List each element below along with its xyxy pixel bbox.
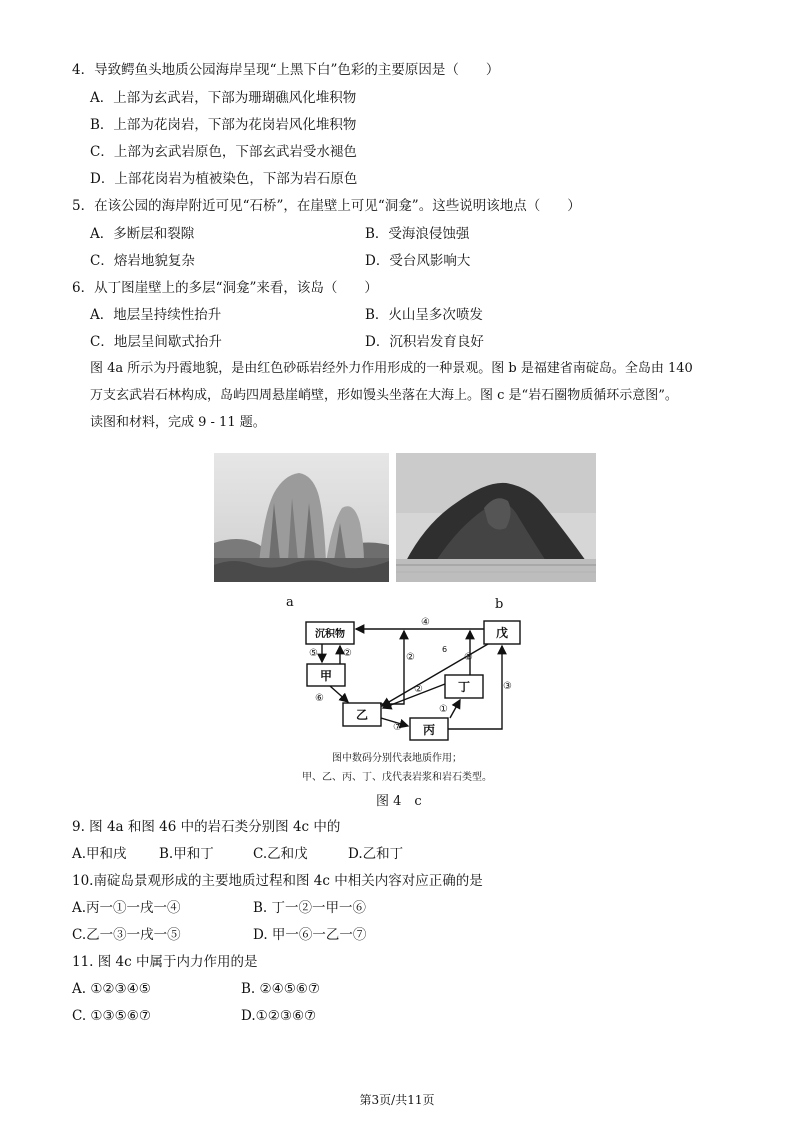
label-2-yi: ② [406, 652, 415, 663]
arrow-2-yi [380, 631, 404, 704]
material-line-3: 读图和材料，完成 9 - 11 题。 [90, 415, 266, 430]
label-6: ⑥ [315, 693, 324, 704]
label-six: 6 [442, 645, 448, 654]
arrow-6 [330, 686, 348, 702]
q6-stem: 6．从丁图崖壁上的多层“洞龛”来看，该岛（ ） [72, 280, 378, 296]
rock-cycle-diagram [300, 612, 530, 744]
q6-option-c: C．地层呈间歇式抬升 [90, 334, 222, 350]
node-sediment: 沉积物 [315, 629, 345, 640]
q9-option-a: A.甲和戌 [72, 846, 127, 862]
label-2-right: ② [464, 652, 473, 663]
node-wu: 戊 [495, 626, 509, 640]
photo-a-danxia-landform [214, 453, 389, 582]
label-1: ① [439, 704, 448, 715]
q11-option-d: D.①②③⑥⑦ [241, 1008, 317, 1024]
photo-b-nanding-island [396, 453, 596, 582]
q9-stem: 9. 图 4a 和图 46 中的岩石类分别图 4c 中的 [72, 819, 341, 835]
q5-option-c: C．熔岩地貌复杂 [90, 253, 195, 269]
q11-stem: 11. 图 4c 中属于内力作用的是 [72, 954, 258, 970]
q9-option-d: D.乙和丁 [348, 846, 404, 862]
arrow-1 [450, 700, 460, 718]
q9-option-b: B.甲和丁 [159, 846, 214, 862]
q5-option-a: A．多断层和裂隙 [90, 226, 195, 242]
node-bing: 丙 [422, 723, 436, 737]
q4-stem: 4．导致鳄鱼头地质公园海岸呈现“上黑下白”色彩的主要原因是（ ） [72, 62, 500, 78]
photo-a-label: a [286, 595, 294, 610]
photo-b-label: b [495, 597, 504, 612]
material-line-1: 图 4a 所示为丹霞地貌，是由红色砂砾岩经外力作用形成的一种景观。图 b 是福建省南碇岛。全岛由 140 [90, 361, 693, 376]
material-line-2: 万支玄武岩石林构成，岛屿四周悬崖峭壁，形如馒头坐落在大海上。图 c 是“岩石圈物质循环示意图”。 [90, 388, 678, 403]
label-7: ⑦ [393, 722, 402, 733]
q4-option-c: C．上部为玄武岩原色，下部玄武岩受水褪色 [90, 144, 357, 160]
node-yi: 乙 [355, 708, 369, 722]
material-paragraph [90, 355, 730, 436]
q10-option-b: B. 丁一②一甲一⑥ [253, 900, 367, 916]
node-jia: 甲 [319, 669, 333, 683]
q4-option-d: D．上部花岗岩为植被染色，下部为岩石原色 [90, 171, 358, 187]
diagram-note-2: 甲、乙、丙、丁、戊代表岩浆和岩石类型。 [302, 772, 492, 783]
q10-option-a: A.丙一①一戌一④ [72, 900, 181, 916]
q4-option-a: A．上部为玄武岩，下部为珊瑚礁风化堆积物 [90, 90, 357, 106]
label-2-jia: ② [343, 648, 352, 659]
label-5: ⑤ [309, 648, 318, 659]
q11-option-c: C. ①③⑤⑥⑦ [72, 1008, 151, 1024]
q11-option-a: A. ①②③④⑤ [72, 981, 151, 997]
q10-option-d: D. 甲一⑥一乙一⑦ [253, 927, 367, 943]
label-3: ③ [503, 681, 512, 692]
arrow-3 [448, 646, 502, 729]
q6-option-b: B．火山呈多次喷发 [365, 307, 483, 323]
q6-option-d: D．沉积岩发育良好 [365, 334, 484, 350]
diagram-note-1: 图中数码分别代表地质作用； [332, 753, 462, 764]
q4-option-b: B．上部为花岗岩，下部为花岗岩风化堆积物 [90, 117, 357, 133]
q9-option-c: C.乙和戊 [253, 846, 308, 862]
label-4: ④ [421, 617, 430, 628]
q5-option-d: D．受台风影响大 [365, 253, 471, 269]
label-2-ding: ② [414, 684, 423, 695]
q5-stem: 5．在该公园的海岸附近可见“石桥”，在崖壁上可见“洞龛”。这些说明该地点（ ） [72, 198, 581, 214]
q10-stem: 10.南碇岛景观形成的主要地质过程和图 4c 中相关内容对应正确的是 [72, 873, 483, 889]
node-ding: 丁 [457, 680, 471, 694]
q5-option-b: B．受海浪侵蚀强 [365, 226, 470, 242]
page-footer: 第3页/共11页 [359, 1093, 435, 1107]
figure-caption: 图 4 c [376, 794, 422, 809]
q6-option-a: A．地层呈持续性抬升 [90, 307, 222, 323]
q11-option-b: B. ②④⑤⑥⑦ [241, 981, 321, 997]
q10-option-c: C.乙一③一戌一⑤ [72, 927, 181, 943]
